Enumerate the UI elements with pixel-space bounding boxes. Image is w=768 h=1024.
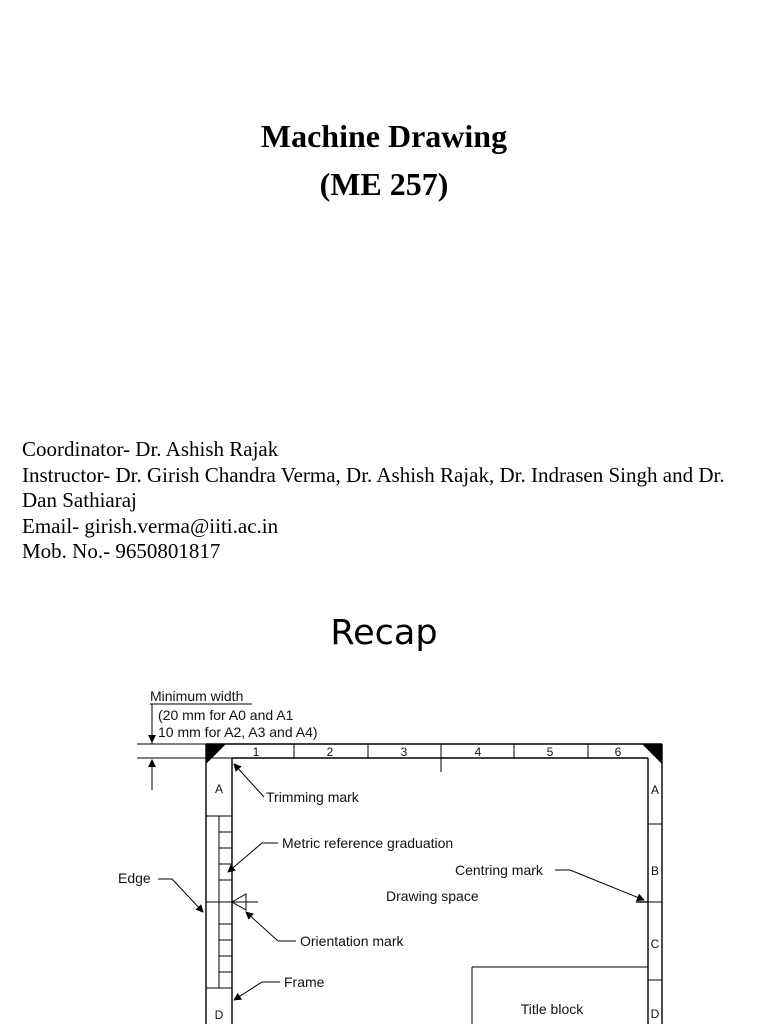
drawing-space-label: Drawing space [386, 888, 479, 904]
trimming-mark-label: Trimming mark [266, 789, 359, 805]
left-row-label-d: D [214, 1008, 224, 1022]
trimming-mark-leader [234, 764, 264, 797]
coordinator-line: Coordinator- Dr. Ashish Rajak [22, 437, 279, 461]
email-line: Email- girish.verma@iiti.ac.in [22, 513, 279, 538]
col-label-4: 4 [474, 745, 482, 759]
course-code: (ME 257) [319, 166, 449, 202]
course-info [22, 437, 752, 565]
frame-label: Frame [284, 974, 325, 990]
left-row-label-a: A [214, 782, 224, 796]
col-label-3: 3 [400, 745, 408, 759]
col-label-6: 6 [614, 745, 622, 759]
metric-reference-leader [228, 843, 262, 872]
min-width-title: Minimum width [150, 688, 244, 704]
recap-heading: Recap [330, 613, 438, 653]
orientation-mark-leader [246, 912, 278, 941]
mobile-line: Mob. No.- 9650801817 [22, 539, 221, 563]
slide-title: Machine Drawing [260, 118, 508, 154]
centring-mark-leader [570, 870, 644, 900]
right-row-label-b: B [650, 864, 660, 878]
drawing-sheet-figure [0, 680, 768, 1024]
col-label-2: 2 [326, 745, 334, 759]
right-row-label-a: A [650, 783, 660, 797]
edge-label: Edge [118, 870, 151, 886]
metric-reference-label: Metric reference graduation [282, 835, 454, 851]
col-label-5: 5 [546, 745, 554, 759]
title-block-label: Title block [520, 1001, 584, 1017]
title-section [0, 112, 768, 208]
trimming-mark-top-right [642, 744, 662, 764]
orientation-mark-label: Orientation mark [300, 933, 404, 949]
centring-mark-label: Centring mark [455, 862, 543, 878]
min-width-line1: (20 mm for A0 and A1 [158, 707, 294, 723]
instructor-line: Instructor- Dr. Girish Chandra Verma, Dr. Ashish Rajak, Dr. Indrasen Singh and Dr. Dan Sathiaraj [22, 462, 725, 512]
min-width-line2: 10 mm for A2, A3 and A4) [158, 724, 318, 740]
right-row-label-d: D [650, 1007, 660, 1021]
right-row-label-c: C [650, 937, 660, 951]
col-label-1: 1 [252, 745, 260, 759]
edge-leader [172, 879, 203, 912]
drawing-sheet-svg [0, 680, 768, 1024]
trimming-mark-top-left [206, 744, 226, 764]
frame-leader [234, 982, 262, 1000]
